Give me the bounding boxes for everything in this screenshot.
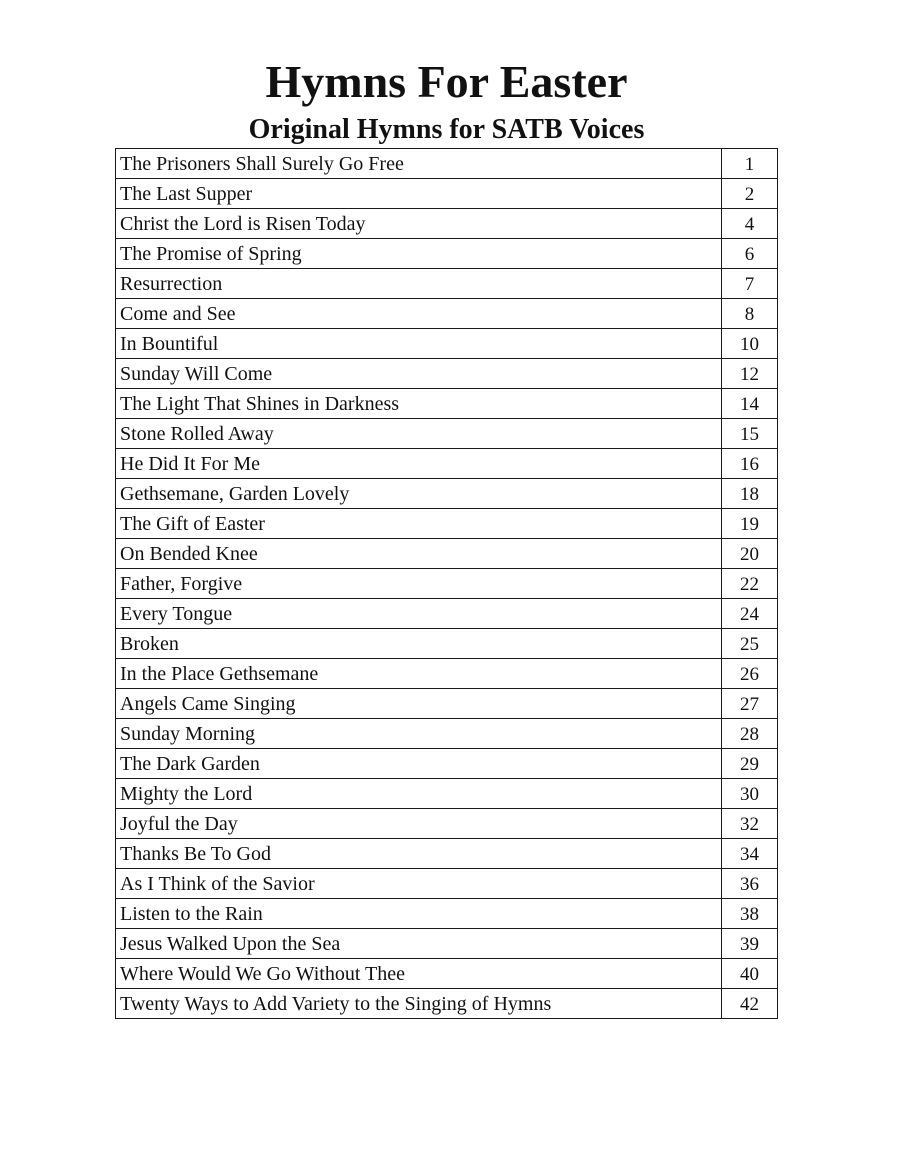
toc-body: [116, 149, 778, 1019]
table-row: [116, 869, 778, 899]
hymn-title: The Dark Garden: [116, 749, 722, 779]
table-row: [116, 179, 778, 209]
hymn-title: Sunday Will Come: [116, 359, 722, 389]
page-number: 19: [722, 509, 778, 539]
hymn-title: Joyful the Day: [116, 809, 722, 839]
hymn-title: Father, Forgive: [116, 569, 722, 599]
page-number: 15: [722, 419, 778, 449]
hymn-title: The Prisoners Shall Surely Go Free: [116, 149, 722, 179]
page-number: 39: [722, 929, 778, 959]
page-number: 38: [722, 899, 778, 929]
table-row: [116, 419, 778, 449]
table-row: [116, 779, 778, 809]
table-row: [116, 899, 778, 929]
hymn-title: Mighty the Lord: [116, 779, 722, 809]
hymn-title: Angels Came Singing: [116, 689, 722, 719]
hymn-title: The Light That Shines in Darkness: [116, 389, 722, 419]
page-number: 20: [722, 539, 778, 569]
page-number: 7: [722, 269, 778, 299]
page-number: 27: [722, 689, 778, 719]
page-number: 28: [722, 719, 778, 749]
hymn-title: As I Think of the Savior: [116, 869, 722, 899]
hymn-title: Listen to the Rain: [116, 899, 722, 929]
table-row: [116, 389, 778, 419]
page-number: 36: [722, 869, 778, 899]
hymn-title: Jesus Walked Upon the Sea: [116, 929, 722, 959]
table-row: [116, 509, 778, 539]
hymn-title: He Did It For Me: [116, 449, 722, 479]
table-row: [116, 269, 778, 299]
table-row: [116, 839, 778, 869]
page-title: Hymns For Easter: [265, 56, 628, 107]
table-row: [116, 989, 778, 1019]
page-number: 6: [722, 239, 778, 269]
page-number: 12: [722, 359, 778, 389]
hymn-title: The Promise of Spring: [116, 239, 722, 269]
table-row: [116, 149, 778, 179]
hymn-title: Sunday Morning: [116, 719, 722, 749]
hymn-title: On Bended Knee: [116, 539, 722, 569]
table-row: [116, 689, 778, 719]
page-number: 25: [722, 629, 778, 659]
hymn-title: Gethsemane, Garden Lovely: [116, 479, 722, 509]
table-row: [116, 929, 778, 959]
table-row: [116, 749, 778, 779]
hymn-title: The Last Supper: [116, 179, 722, 209]
page-number: 34: [722, 839, 778, 869]
page-number: 30: [722, 779, 778, 809]
page-number: 4: [722, 209, 778, 239]
hymn-title: Christ the Lord is Risen Today: [116, 209, 722, 239]
table-row: [116, 599, 778, 629]
table-row: [116, 479, 778, 509]
page-number: 22: [722, 569, 778, 599]
page-number: 40: [722, 959, 778, 989]
table-row: [116, 299, 778, 329]
table-row: [116, 719, 778, 749]
page-subtitle: Original Hymns for SATB Voices: [248, 114, 645, 145]
table-row: [116, 659, 778, 689]
hymn-title: Where Would We Go Without Thee: [116, 959, 722, 989]
page-number: 24: [722, 599, 778, 629]
page-number: 2: [722, 179, 778, 209]
page-number: 1: [722, 149, 778, 179]
page-number: 16: [722, 449, 778, 479]
page-number: 8: [722, 299, 778, 329]
page-number: 14: [722, 389, 778, 419]
table-row: [116, 449, 778, 479]
hymn-title: Every Tongue: [116, 599, 722, 629]
table-row: [116, 209, 778, 239]
page-number: 32: [722, 809, 778, 839]
table-of-contents: [115, 148, 778, 1019]
table-row: [116, 809, 778, 839]
hymn-title: Thanks Be To God: [116, 839, 722, 869]
hymn-title: Broken: [116, 629, 722, 659]
table-row: [116, 359, 778, 389]
hymn-title: The Gift of Easter: [116, 509, 722, 539]
table-row: [116, 629, 778, 659]
hymn-title: In Bountiful: [116, 329, 722, 359]
table-row: [116, 329, 778, 359]
page-number: 10: [722, 329, 778, 359]
hymn-title: Twenty Ways to Add Variety to the Singing of Hymns: [116, 989, 722, 1019]
hymn-title: Come and See: [116, 299, 722, 329]
page-number: 29: [722, 749, 778, 779]
table-row: [116, 959, 778, 989]
page-number: 18: [722, 479, 778, 509]
hymn-title: Resurrection: [116, 269, 722, 299]
page-number: 42: [722, 989, 778, 1019]
table-row: [116, 539, 778, 569]
page-number: 26: [722, 659, 778, 689]
hymn-title: Stone Rolled Away: [116, 419, 722, 449]
table-row: [116, 239, 778, 269]
table-row: [116, 569, 778, 599]
hymn-title: In the Place Gethsemane: [116, 659, 722, 689]
